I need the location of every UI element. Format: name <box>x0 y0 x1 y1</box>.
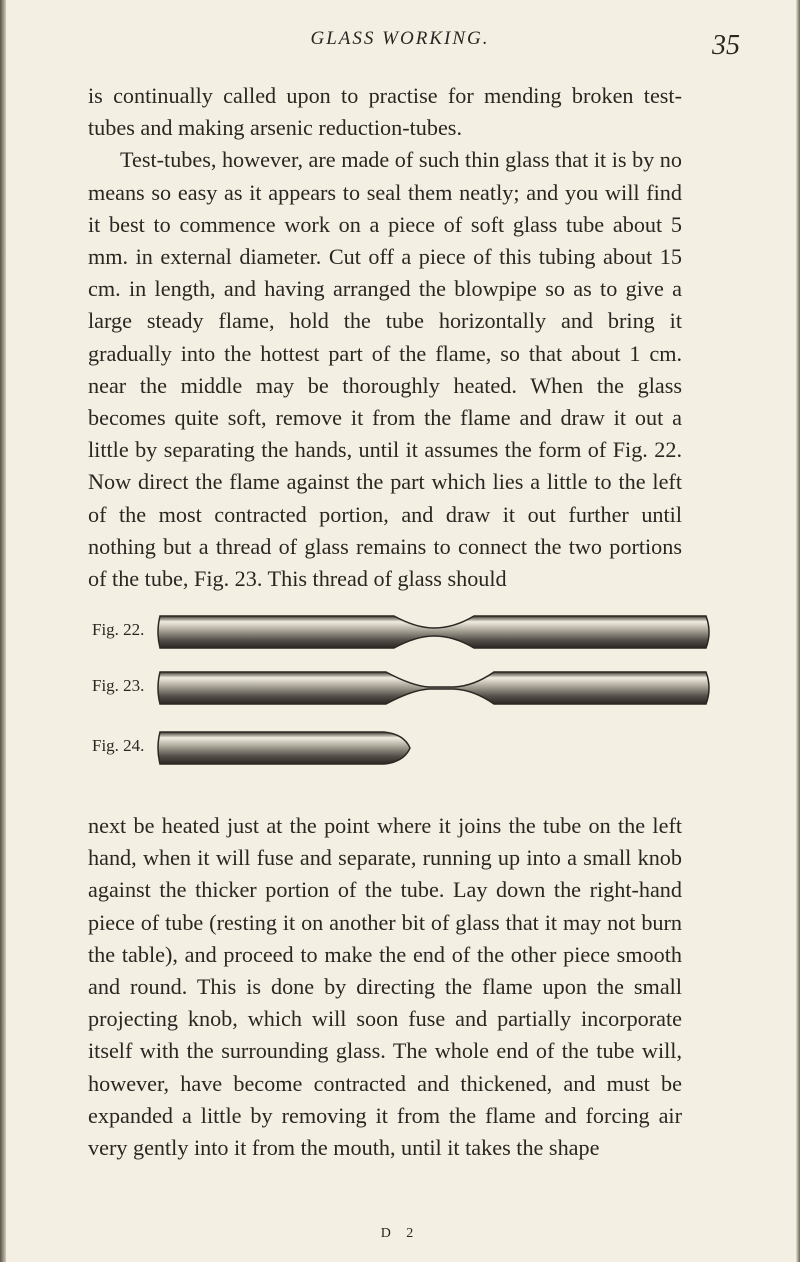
figure-22-drawing <box>154 610 714 654</box>
figure-24 <box>92 726 712 770</box>
text-block-bottom <box>88 810 682 1164</box>
paragraph-continuation: is continually called upon to practise for mending broken test-tubes and making arsenic reduction-tubes. <box>88 83 682 141</box>
figure-23-drawing <box>154 666 714 710</box>
page-edge-left <box>0 0 6 1262</box>
figure-24-label: Fig. 24. <box>92 736 145 755</box>
text-block-top <box>88 80 682 595</box>
signature-mark: D 2 <box>380 1226 420 1241</box>
figure-22-label: Fig. 22. <box>92 620 145 639</box>
paragraph-continued: next be heated just at the point where it joins the tube on the left hand, when it will fuse and separate, running up into a small knob against the thicker portion of the tube. Lay down the right-hand piece of tube (resting it on another bit of glass that it may not burn the table), and proceed to make the end of the other piece smooth and round. This is done by directing the flame upon the small projecting knob, which will soon fuse and partially incorporate itself with the surrounding glass. The whole end of the tube will, however, have become contracted and thickened, and must be expanded a little by removing it from the flame and forcing air very gently into it from the mouth, until it takes the shape <box>88 813 682 1161</box>
figure-23 <box>92 666 712 710</box>
figure-23-label: Fig. 23. <box>92 676 145 695</box>
page-edge-right <box>796 0 800 1262</box>
running-head: GLASS WORKING. <box>310 28 490 49</box>
figure-24-drawing <box>154 726 714 770</box>
figure-22 <box>92 610 712 654</box>
page-number: 35 <box>712 30 740 61</box>
paragraph-test-tubes: Test-tubes, however, are made of such thin glass that it is by no means so easy as it appears to seal them neatly; and you will find it best to commence work on a piece of soft glass tube about 5 mm. in external diameter. Cut off a piece of this tubing about 15 cm. in length, and having arranged the blowpipe so as to give a large steady flame, hold the tube horizontally and bring it gradually into the hottest part of the flame, so that about 1 cm. near the middle may be thoroughly heated. When the glass becomes quite soft, remove it from the flame and draw it out a little by separating the hands, until it assumes the form of Fig. 22. Now direct the flame against the part which lies a little to the left of the most contracted portion, and draw it out further until nothing but a thread of glass remains to connect the two portions of the tube, Fig. 23. This thread of glass should <box>88 147 682 592</box>
